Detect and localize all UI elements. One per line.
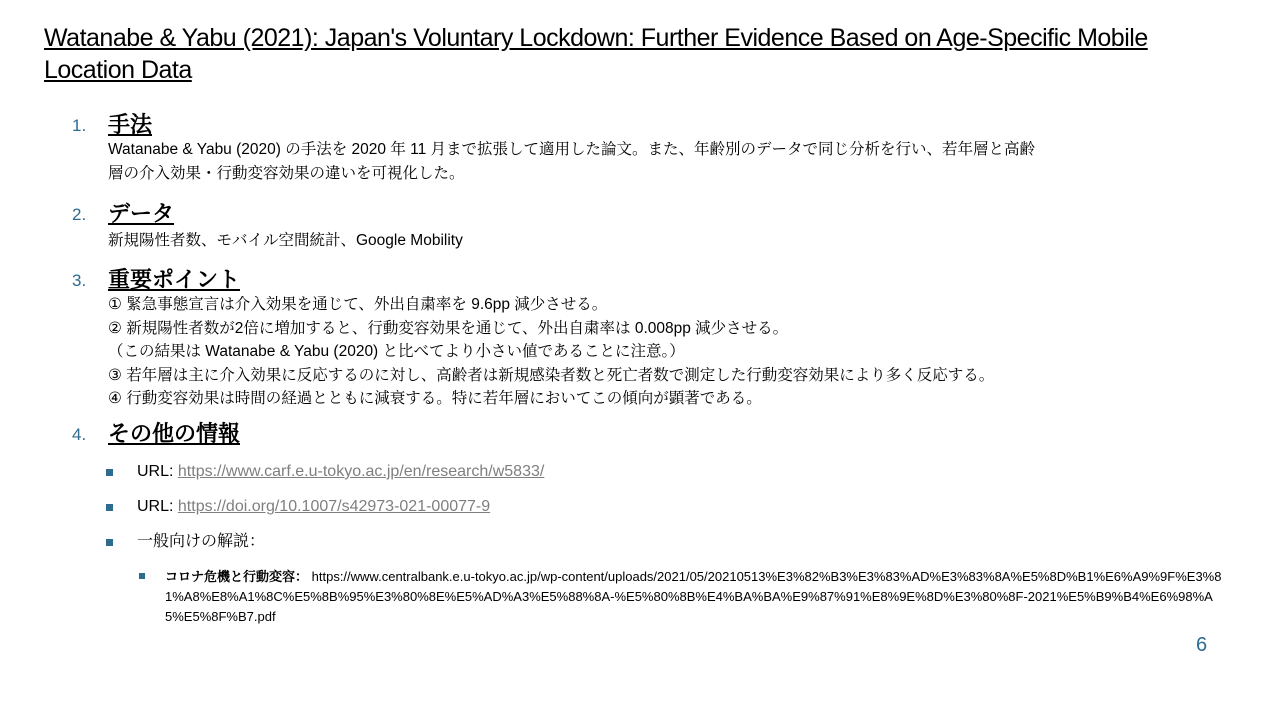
section-number: 4. — [72, 425, 87, 444]
section-number: 2. — [72, 205, 87, 224]
commentary-url[interactable]: https://www.centralbank.e.u-tokyo.ac.jp/wp-content/uploads/2021/05/20210513%E3%82%B3%E3%83%AD%E3%83%8A%E5%8D%B1%E6%A9%9F%E3%81%A8%E8%A1%8C%E5%8B%95%E3%80%8E%E5%AD%A3%E5%88%8A-%E5%80%8B%E4%BA%BA%E9%87%91%E8%9E%8D%E3%80%8F-2021%E5%B9%B4%E6%98%A5%E5%8F%B7.pdf — [165, 569, 1222, 624]
bullet-marker — [106, 469, 113, 476]
bullet-url-carf — [137, 461, 544, 483]
key-point-note: （この結果は Watanabe & Yabu (2020) と比べてより小さい値であることに注意。） — [108, 343, 685, 360]
body-line: 層の介入効果・行動変容効果の違いを可視化した。 — [108, 164, 465, 182]
key-point-2: ② 新規陽性者数が2倍に増加すると、行動変容効果を通じて、外出自粛率は 0.008pp 減少させる。 — [108, 319, 789, 337]
section-number: 1. — [72, 116, 87, 135]
body-line: Watanabe & Yabu (2020) の手法を 2020 年 11 月まで拡張して適用した論文。また、年齢別のデータで同じ分析を行い、若年層と高齢 — [108, 141, 1036, 158]
sub-bullet-label: コロナ危機と行動変容： — [165, 569, 309, 584]
section-body — [108, 293, 1208, 411]
section-heading: データ — [108, 201, 175, 226]
key-point-1: ① 緊急事態宣言は介入効果を通じて、外出自粛率を 9.6pp 減少させる。 — [108, 296, 608, 313]
section-body — [108, 138, 1208, 185]
bullet-marker — [106, 504, 113, 511]
sub-bullet-commentary — [165, 567, 1225, 627]
slide-title: Watanabe & Yabu (2021): Japan's Voluntary Lockdown: Further Evidence Based on Age-Specific Mobile Location Data — [44, 24, 1148, 84]
bullet-label: 一般向けの解説： — [137, 533, 266, 550]
section-heading: 重要ポイント — [108, 267, 241, 292]
page-number: 6 — [1196, 634, 1208, 656]
bullet-label: URL: — [137, 498, 178, 515]
section-number: 3. — [72, 271, 87, 290]
key-point-3: ③ 若年層は主に介入効果に反応するのに対し、高齢者は新規感染者数と死亡者数で測定した行動変容効果により多く反応する。 — [108, 366, 995, 384]
doi-link[interactable]: https://doi.org/10.1007/s42973-021-00077-9 — [177, 498, 491, 515]
key-point-4: ④ 行動変容効果は時間の経過とともに減衰する。特に若年層においてこの傾向が顕著である。 — [108, 390, 762, 407]
section-heading: その他の情報 — [108, 421, 241, 446]
section-heading: 手法 — [108, 112, 153, 137]
bullet-url-doi — [137, 496, 490, 518]
sub-bullet-marker — [139, 573, 145, 579]
bullet-label: URL: — [137, 463, 178, 480]
body-line: 新規陽性者数、モバイル空間統計、Google Mobility — [108, 232, 463, 249]
bullet-general-commentary — [137, 531, 265, 553]
bullet-marker — [106, 539, 113, 546]
carf-link[interactable]: https://www.carf.e.u-tokyo.ac.jp/en/research/w5833/ — [177, 463, 545, 480]
section-body — [108, 229, 1208, 253]
